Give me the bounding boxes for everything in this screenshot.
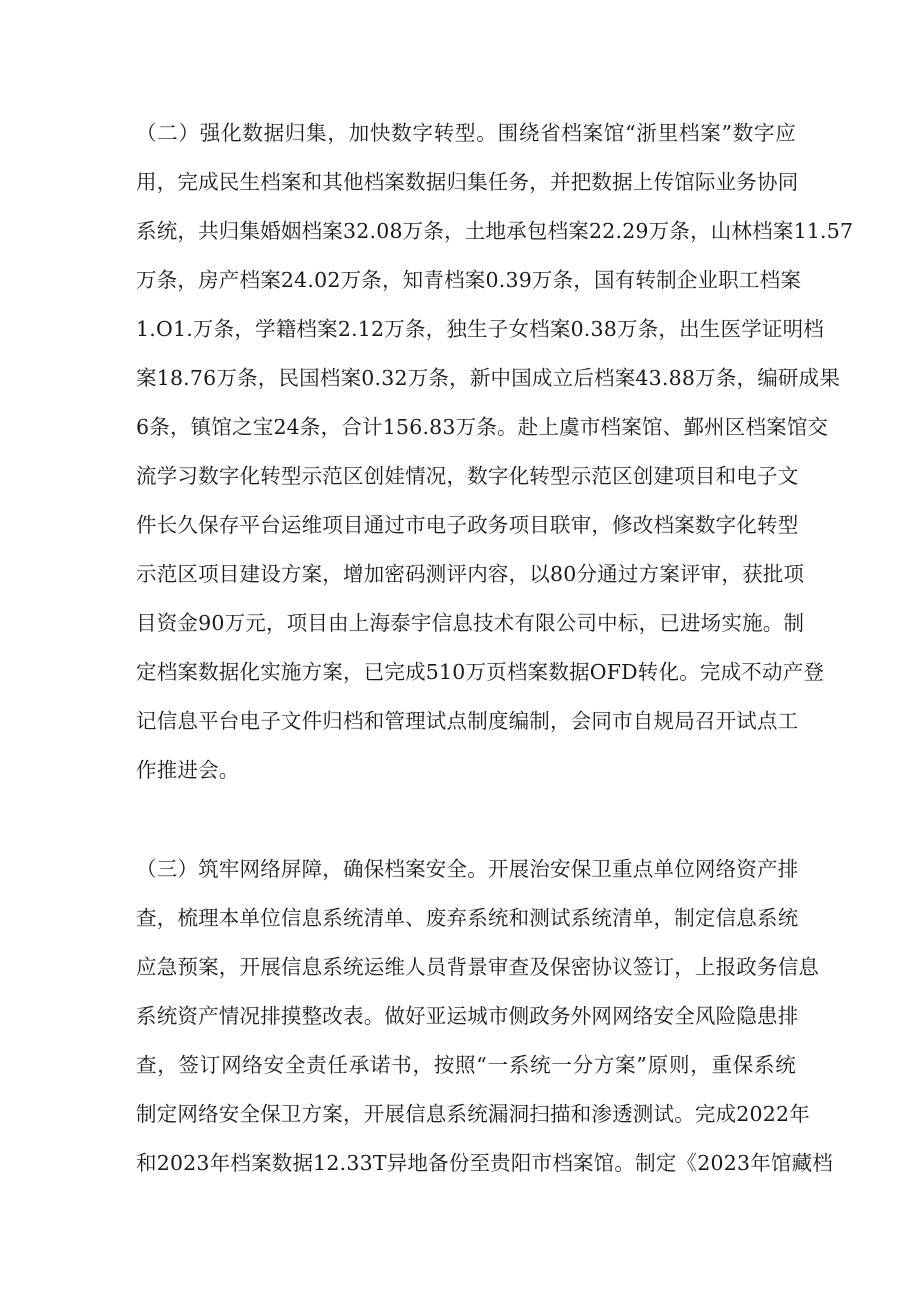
paragraph-line: 查，签订网络安全责任承诺书，按照“一系统一分方案”原则，重保系统 <box>136 1053 796 1077</box>
paragraph-line: 案18.76万条，民国档案0.32万条，新中国成立后档案43.88万条，编研成果 <box>136 366 841 390</box>
paragraph-line: 记信息平台电子文件归档和管理试点制度编制，会同市自规局召开试点工 <box>136 709 799 733</box>
paragraph-line: 目资金90万元，项目由上海泰宇信息技术有限公司中标，已进场实施。制 <box>136 611 805 635</box>
paragraph-line: 定档案数据化实施方案，已完成510万页档案数据OFD转化。完成不动产登 <box>136 660 825 684</box>
paragraph-line: 6条，镇馆之宝24条，合计156.83万条。赴上虞市档案馆、鄞州区档案馆交 <box>136 415 829 439</box>
paragraph-line: 1.O1.万条，学籍档案2.12万条，独生子女档案0.38万条，出生医学证明档 <box>136 317 825 341</box>
paragraph-line: 件长久保存平台运维项目通过市电子政务项目联审，修改档案数字化转型 <box>136 513 799 537</box>
paragraph-line: 作推进会。 <box>136 758 240 782</box>
paragraph-line: 流学习数字化转型示范区创娃情况，数字化转型示范区创建项目和电子文 <box>136 464 799 488</box>
paragraph-line: （二）强化数据归集，加快数字转型。围绕省档案馆“浙里档案”数字应 <box>136 121 796 145</box>
paragraph-line: 应急预案，开展信息系统运维人员背景审查及保密协议签订，上报政务信息 <box>136 955 820 979</box>
paragraph-line: 查，梳理本单位信息系统清单、废弃系统和测试系统清单，制定信息系统 <box>136 906 799 930</box>
paragraph-line: 制定网络安全保卫方案，开展信息系统漏洞扫描和渗透测试。完成2022年 <box>136 1102 810 1126</box>
paragraph-line: 系统，共归集婚姻档案32.08万条，土地承包档案22.29万条，山林档案11.57 <box>136 219 854 243</box>
paragraph-line: 用，完成民生档案和其他档案数据归集任务，并把数据上传馆际业务协同 <box>136 170 799 194</box>
paragraph-line: 万条，房产档案24.02万条，知青档案0.39万条，国有转制企业职工档案 <box>136 268 802 292</box>
paragraph-line: （三）筑牢网络屏障，确保档案安全。开展治安保卫重点单位网络资产排 <box>136 857 799 881</box>
paragraph-line: 和2023年档案数据12.33T异地备份至贵阳市档案馆。制定《2023年馆藏档 <box>136 1151 834 1175</box>
paragraph-line: 系统资产情况排摸整改表。做好亚运城市侧政务外网网络安全风险隐患排 <box>136 1004 799 1028</box>
paragraph-line: 示范区项目建设方案，增加密码测评内容，以80分通过方案评审，获批项 <box>136 562 805 586</box>
